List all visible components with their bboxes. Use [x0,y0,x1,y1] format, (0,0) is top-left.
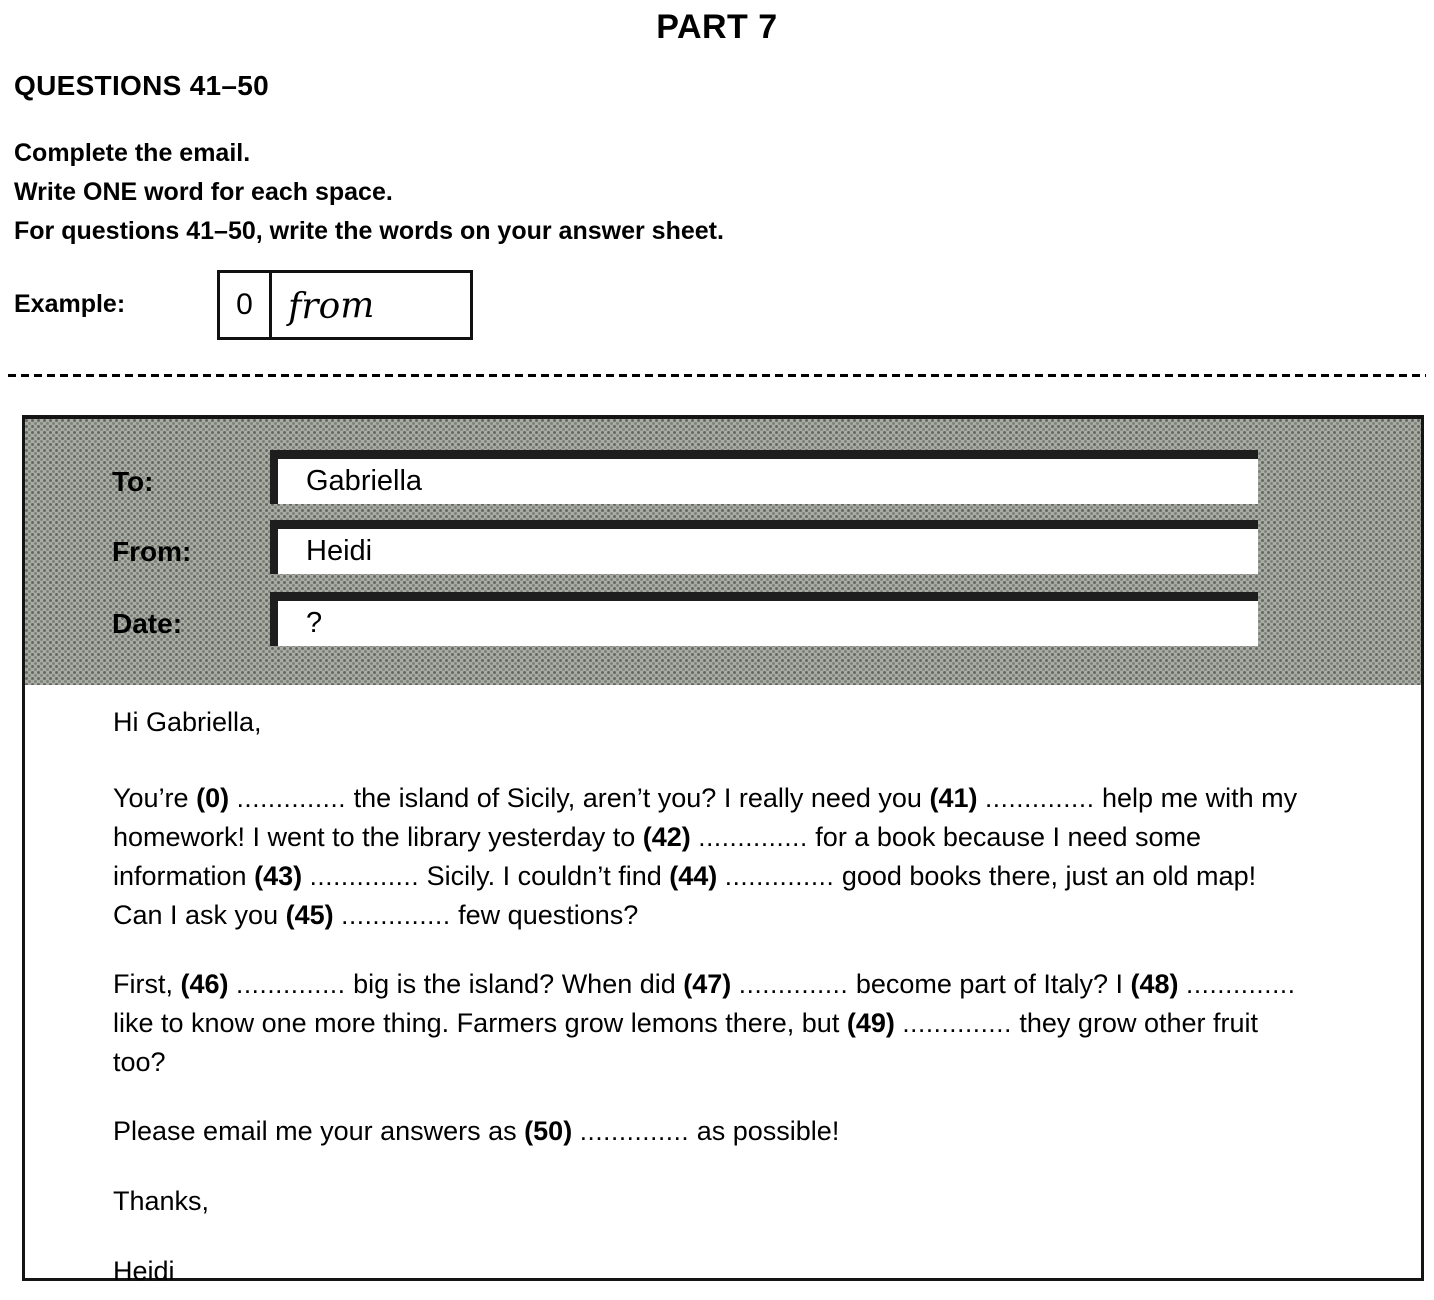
field-value: Gabriella [306,465,423,497]
field-label: To: [112,465,154,497]
gap-number: (49) [846,1008,895,1038]
instruction-line: For questions 41–50, write the words on your answer sheet. [14,217,724,245]
gap-number: (50) [524,1116,573,1146]
email-field-row-from [25,520,1421,574]
email-box [22,415,1424,1286]
answer-blank-dots: .............. [309,861,420,891]
answer-blank-dots: .............. [724,861,835,891]
answer-blank-dots: .............. [579,1116,690,1146]
answer-blank-dots: .............. [902,1008,1012,1038]
email-paragraphs [113,779,1421,1151]
dashed-divider [8,374,1426,377]
email-paragraph: Please email me your answers as (50) .............. as possible! [113,1116,840,1146]
example-label: Example: [14,290,126,318]
gap-number: (45) [285,900,334,930]
email-field-row-to [25,450,1421,504]
gap-number: (43) [254,861,303,891]
gap-number: (0) [196,783,230,813]
answer-blank-dots: .............. [698,822,808,852]
questions-heading: QUESTIONS 41–50 [14,70,270,101]
field-input-box [270,592,1258,646]
email-field-row-date [25,592,1421,646]
gap-number: (42) [642,822,691,852]
answer-blank-dots: .............. [738,969,849,999]
email-signature: Heidi [113,1256,175,1286]
instruction-line: Complete the email. [14,139,251,167]
email-paragraph: You’re (0) .............. the island of Sicily, aren’t you? I really need you (41) .............. help me with my homework! I went to the library yesterday to (42) .............. for a book because I need some information (43) .............. Sicily. I couldn’t find (44) .............. good books there, just an old map! Can I ask you (45) .............. few questions? [113,783,1298,930]
instructions-block [14,134,724,251]
gap-number: (47) [683,969,732,999]
email-greeting: Hi Gabriella, [113,707,262,737]
field-input-box [270,520,1258,574]
email-closing: Thanks, [113,1186,210,1216]
answer-blank-dots: .............. [1186,969,1296,999]
answer-blank-dots: .............. [236,969,346,999]
email-header [25,419,1421,685]
field-value: Heidi [306,535,373,567]
gap-number: (48) [1130,969,1179,999]
answer-blank-dots: .............. [236,783,347,813]
field-value: ? [306,607,323,639]
example-handwritten-answer: from [287,284,375,327]
gap-number: (41) [929,783,978,813]
gap-number: (44) [669,861,718,891]
example-answer-box [217,270,473,340]
email-paragraph: First, (46) .............. big is the island? When did (47) .............. become part of Italy? I (48) .............. like to know one more thing. Farmers grow lemons there, but (49) .............. they grow other fruit too? [113,969,1296,1077]
answer-blank-dots: .............. [341,900,451,930]
example-number: 0 [220,273,272,337]
field-label: Date: [112,607,183,639]
field-label: From: [112,535,192,567]
answer-blank-dots: .............. [984,783,1095,813]
field-input-box [270,450,1258,504]
email-body [25,685,1421,1291]
part-title: PART 7 [656,8,778,46]
instruction-line: Write ONE word for each space. [14,178,393,206]
gap-number: (46) [180,969,229,999]
